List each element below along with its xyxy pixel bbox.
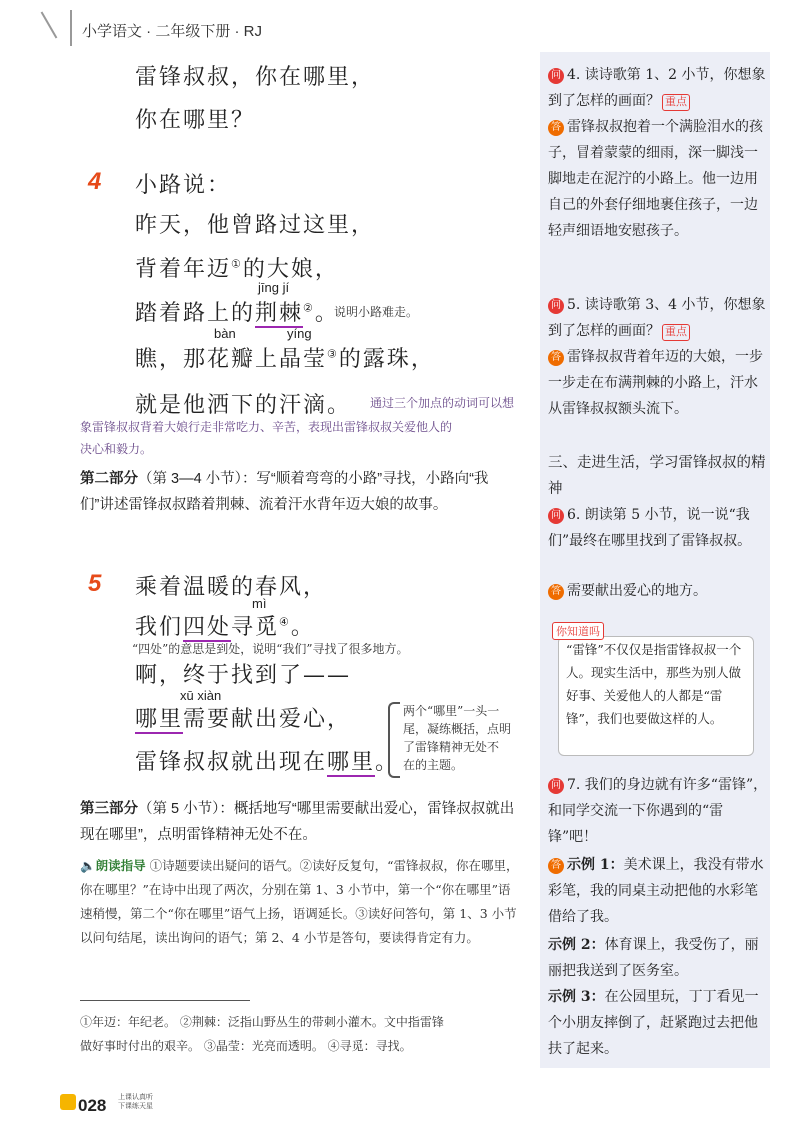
answer-icon: 答: [548, 120, 564, 136]
key-point-tag: 重点: [662, 324, 690, 341]
poem-line: [135, 702, 351, 733]
answer-icon: 答: [548, 350, 564, 366]
poem-line: [135, 296, 339, 327]
question-text: 6. 朗读第 5 小节，说一说“我们”最终在哪里找到了雷锋叔叔。: [548, 507, 752, 549]
reading-guide: [80, 854, 520, 950]
poem-line: 雷锋叔叔，你在哪里，: [135, 65, 376, 90]
poem-text: 踏着路上的: [135, 301, 256, 326]
did-you-know-tag: 你知道吗: [552, 622, 604, 640]
question-icon: 问: [548, 508, 564, 524]
answer-icon: 答: [548, 858, 564, 874]
poem-text: 瞧，那花瓣上晶莹: [135, 347, 328, 372]
stanza-number: 5: [88, 570, 102, 597]
footnote-mark: ②: [303, 301, 315, 315]
footnote-line: ①年迈：年纪老。 ②荆棘：泛指山野丛生的带刺小灌木。文中指雷锋: [80, 1015, 444, 1029]
poem-text: 寻觅: [231, 615, 280, 640]
pinyin: yíng: [287, 326, 312, 341]
page-header-title: 小学语文 · 二年级下册 · RJ: [82, 23, 262, 40]
question-text: 7. 我们的身边就有许多“雷锋”，和同学交流一下你遇到的“雷锋”吧！: [548, 777, 768, 845]
did-you-know-text: “雷锋”不仅仅是指雷锋叔叔一个人。现实生活中，那些为别人做好事、关爱他人的人都是“雷锋”，我们也要做这样的人。: [566, 642, 742, 726]
header-divider: [70, 10, 72, 46]
annotation: 两个“哪里”一头一: [403, 704, 500, 718]
poem-line: 小路说：: [135, 173, 232, 198]
part2-summary: [80, 466, 520, 518]
answer-text: 雷锋叔叔抱着一个满脸泪水的孩子，冒着蒙蒙的细雨，深一脚浅一脚地走在泥泞的小路上。他一边用自己的外套仔细地裹住孩子，一边轻声细语地安慰孩子。: [548, 119, 763, 239]
poem-line: [135, 342, 435, 373]
example-label: 示例 1：: [567, 857, 624, 873]
answer-text: 雷锋叔叔背着年迈的大娘，一步一步走在布满荆棘的小路上，汗水从雷锋叔叔额头流下。: [548, 349, 763, 417]
footnote-rule: [80, 1000, 250, 1001]
slogan-line: 上课认真听: [118, 1094, 153, 1101]
question-7: [548, 772, 768, 850]
question-text: 4. 读诗歌第 1、2 小节，你想象到了怎样的画面？: [548, 67, 766, 109]
part-range: （第 3—4 小节）: [138, 471, 242, 487]
pinyin: bàn: [214, 326, 236, 341]
poem-text: 。: [314, 301, 339, 326]
footnote-line: 做好事时付出的艰辛。 ③晶莹：光亮而透明。 ④寻觅：寻找。: [80, 1039, 412, 1053]
poem-line: 昨天，他曾路过这里，: [135, 213, 376, 238]
annotation: 象雷锋叔叔背着大娘行走非常吃力、辛苦，表现出雷锋叔叔关爱他人的: [80, 420, 453, 434]
example-text: 体育课上，我受伤了，丽丽把我送到了医务室。: [548, 937, 759, 979]
poem-text: 背着年迈: [135, 257, 232, 282]
page-slogan: [118, 1093, 153, 1111]
answer-text: 需要献出爱心的地方。: [567, 583, 707, 599]
page-icon: [60, 1094, 76, 1110]
pinyin: xū xiàn: [180, 688, 222, 703]
stanza-number: 4: [88, 168, 102, 195]
poem-text: 。: [290, 615, 315, 640]
poem-line: 你在哪里？: [135, 108, 256, 133]
poem-text: 的露珠，: [338, 347, 435, 372]
poem-text: 的大娘，: [242, 257, 339, 282]
annotation: 尾，凝练概括，点明: [403, 722, 512, 736]
poem-line: [135, 252, 339, 283]
question-4: [548, 62, 768, 114]
poem-line: 乘着温暖的春风，: [135, 575, 328, 600]
example-text: 美术课上，我没有带水彩笔，我的同桌主动把他的水彩笔借给了我。: [548, 857, 764, 925]
example-text: 在公园里玩，丁丁看见一个小朋友摔倒了，赶紧跑过去把他扶了起来。: [548, 989, 759, 1057]
poem-text: 需要献出爱心，: [183, 707, 352, 732]
guide-label: 朗读指导: [95, 859, 146, 873]
answer-5: [548, 344, 768, 422]
question-text: 5. 读诗歌第 3、4 小节，你想象到了怎样的画面？: [548, 297, 766, 339]
page-number: 028: [78, 1096, 107, 1115]
bracket: [388, 702, 400, 778]
annotation: 说明小路难走。: [334, 305, 419, 319]
footnote-mark: ①: [231, 257, 243, 271]
example-label: 示例 2：: [548, 937, 605, 953]
part-range: （第 5 小节）: [138, 801, 220, 817]
answer-6: [548, 578, 768, 604]
example-3: [548, 984, 768, 1062]
part-label: 第三部分: [80, 801, 138, 817]
annotation: 了雷锋精神无处不: [403, 740, 500, 754]
footnote-mark: ③: [327, 347, 339, 361]
question-5: [548, 292, 768, 344]
part-label: 第二部分: [80, 471, 138, 487]
question-icon: 问: [548, 68, 564, 84]
example-2: [548, 932, 768, 984]
guide-text: ①诗题要读出疑问的语气。②读好反复句，“雷锋叔叔，你在哪里，你在哪里？”在诗中出现了两次，分别在第 1、3 小节中，第一个“你在哪里”语速稍慢，第二个“你在哪里”语气上扬，语调延长。③读好问答句，第 1、3 小节以问句结尾，读出询问的语气；第 2、4 小节是答句，要读得肯定有力。: [80, 858, 519, 945]
example-label: 示例 3：: [548, 989, 605, 1005]
annotation: 决心和毅力。: [80, 442, 153, 456]
question-6: [548, 502, 768, 554]
underlined-word: 哪里: [135, 707, 184, 732]
answer-4: [548, 114, 768, 244]
pinyin: mì: [252, 596, 267, 611]
poem-line: [135, 610, 315, 641]
poem-text: 。: [375, 750, 400, 775]
poem-text: 雷锋叔叔就出现在: [135, 750, 328, 775]
underlined-word: 四处: [183, 615, 232, 640]
header-decoration: [41, 12, 58, 39]
annotation: “四处”的意思是到处，说明“我们”寻找了很多地方。: [132, 642, 409, 656]
annotation: 通过三个加点的动词可以想: [370, 396, 515, 410]
footnote-mark: ④: [279, 615, 291, 629]
question-icon: 问: [548, 298, 564, 314]
part3-summary: [80, 796, 520, 848]
slogan-line: 下课练天星: [118, 1103, 153, 1110]
part-text: ：概括地写“哪里需要献出爱心，雷锋叔叔就出现在哪里”，点明雷锋精神无处不在。: [80, 801, 515, 843]
part-text: ：写“顺着弯弯的小路”寻找，小路向“我们”讲述雷锋叔叔踏着荆棘、流着汗水背年迈大娘的故事。: [80, 471, 489, 513]
poem-text: 我们: [135, 615, 184, 640]
question-icon: 问: [548, 778, 564, 794]
underlined-word: 哪里: [327, 750, 376, 775]
section-heading: 三、走进生活，学习雷锋叔叔的精神: [548, 455, 766, 497]
example-1: [548, 852, 768, 930]
poem-line: 就是他洒下的汗滴。: [135, 393, 352, 418]
answer-icon: 答: [548, 584, 564, 600]
poem-line: [135, 745, 399, 776]
footnotes: [80, 1010, 520, 1058]
pinyin: jīng jí: [258, 280, 290, 295]
underlined-word: 荆棘: [255, 301, 304, 326]
annotation: 在的主题。: [403, 758, 464, 772]
poem-line: 啊，终于找到了——: [135, 663, 352, 688]
key-point-tag: 重点: [662, 94, 690, 111]
speaker-icon: 🔈: [80, 859, 96, 873]
